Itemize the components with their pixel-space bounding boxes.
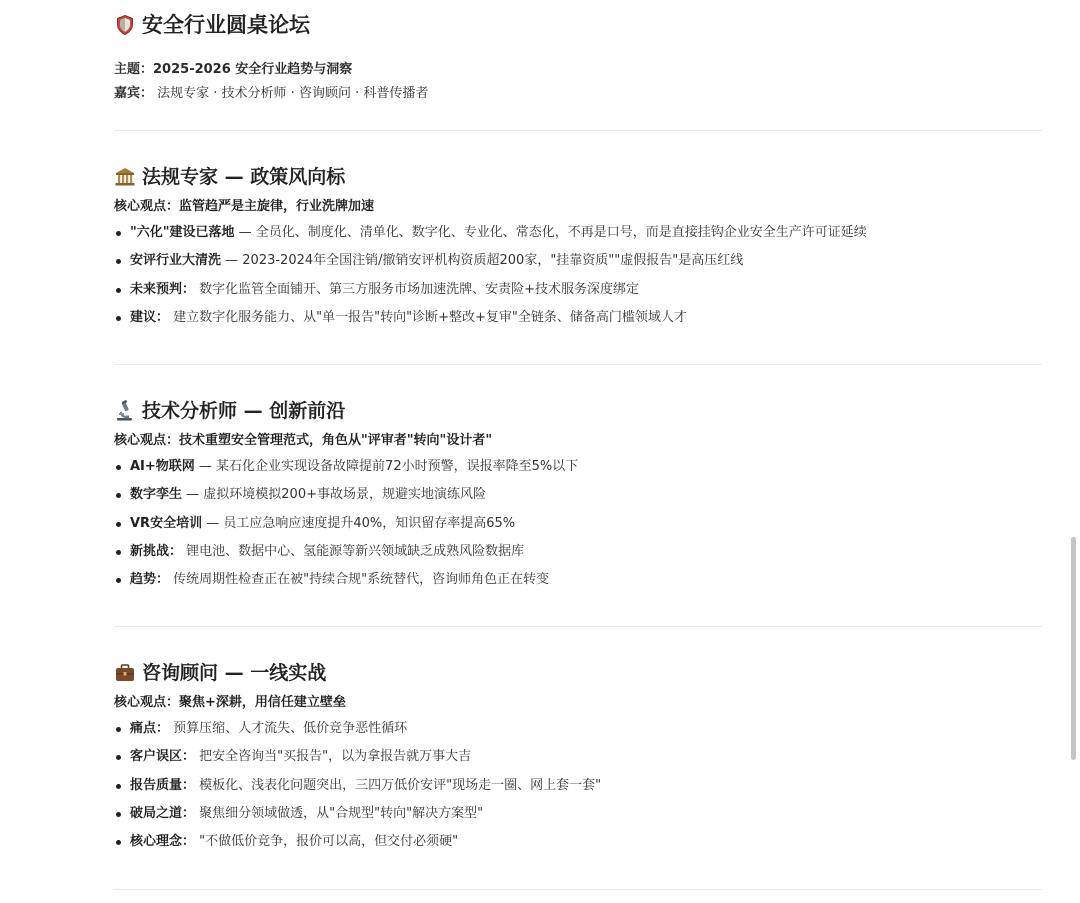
list-item bbox=[114, 805, 1042, 823]
item-label: AI+物联网 bbox=[130, 459, 195, 474]
section-heading-text: 法规专家 — 政策风向标 bbox=[142, 166, 346, 188]
item-text: 模板化、浅表化问题突出，三四万低价安评"现场走一圈、网上套一套" bbox=[195, 777, 602, 793]
divider bbox=[114, 364, 1042, 365]
item-label: 痛点： bbox=[130, 721, 170, 736]
classical-building-icon bbox=[114, 166, 136, 188]
item-label: "六化"建设已落地 bbox=[130, 225, 235, 240]
divider bbox=[114, 626, 1042, 627]
item-text: 预算压缩、人才流失、低价竞争恶性循环 bbox=[169, 721, 408, 736]
item-text: — 虚拟环境模拟200+事故场景，规避实地演练风险 bbox=[182, 487, 486, 503]
item-label: VR安全培训 bbox=[130, 515, 203, 531]
bullet-list bbox=[114, 458, 1042, 589]
section-regulation bbox=[114, 164, 1042, 337]
section-technology bbox=[114, 398, 1042, 599]
theme-value: 2025-2026 安全行业趋势与洞察 bbox=[153, 62, 353, 77]
list-item bbox=[114, 458, 1042, 476]
item-text: 把安全咨询当"买报告"，以为拿报告就万事大吉 bbox=[195, 749, 472, 765]
bullet-list bbox=[114, 224, 1042, 327]
guests-value: 法规专家 · 技术分析师 · 咨询顾问 · 科普传播者 bbox=[157, 86, 429, 101]
item-label: 安评行业大清洗 bbox=[130, 253, 222, 269]
theme-line bbox=[114, 61, 352, 79]
core-viewpoint: 核心观点：监管趋严是主旋律，行业洗牌加速 bbox=[114, 199, 375, 214]
page-title bbox=[114, 10, 310, 40]
list-item bbox=[114, 543, 1042, 561]
item-text: 聚焦细分领域做透，从"合规型"转向"解决方案型" bbox=[195, 805, 484, 821]
theme-key: 主题： bbox=[114, 62, 154, 77]
item-text: 传统周期性检查正在被"持续合规"系统替代，咨询师角色正在转变 bbox=[169, 572, 550, 588]
microscope-icon bbox=[114, 400, 136, 422]
list-item bbox=[114, 515, 1042, 533]
briefcase-icon bbox=[114, 662, 136, 684]
list-item bbox=[114, 833, 1042, 851]
section-heading bbox=[114, 660, 1042, 686]
item-label: 报告质量： bbox=[130, 777, 196, 793]
list-item bbox=[114, 720, 1042, 738]
section-consulting bbox=[114, 660, 1042, 861]
bullet-list bbox=[114, 720, 1042, 851]
guests-key: 嘉宾： bbox=[114, 86, 154, 101]
shield-icon bbox=[114, 14, 136, 36]
list-item bbox=[114, 486, 1042, 504]
guests-line bbox=[114, 85, 428, 103]
item-label: 客户误区： bbox=[130, 749, 196, 765]
list-item bbox=[114, 748, 1042, 766]
item-label: 建议： bbox=[130, 309, 170, 325]
core-viewpoint: 核心观点：聚焦+深耕，用信任建立壁垒 bbox=[114, 695, 346, 710]
item-text: 锂电池、数据中心、氢能源等新兴领域缺乏成熟风险数据库 bbox=[182, 543, 525, 559]
core-viewpoint: 核心观点：技术重塑安全管理范式，角色从"评审者"转向"设计者" bbox=[114, 433, 493, 448]
item-label: 新挑战： bbox=[130, 543, 183, 559]
item-text: — 2023-2024年全国注销/撤销安评机构资质超200家，"挂靠资质""虚假报告"是高压红线 bbox=[221, 253, 744, 269]
item-text: 建立数字化服务能力、从"单一报告"转向"诊断+整改+复审"全链条、储备高门槛领域人才 bbox=[169, 309, 687, 325]
divider bbox=[114, 130, 1042, 131]
list-item bbox=[114, 571, 1042, 589]
list-item bbox=[114, 224, 1042, 242]
item-text: 数字化监管全面铺开、第三方服务市场加速洗牌、安责险+技术服务深度绑定 bbox=[195, 281, 640, 297]
item-text: — 员工应急响应速度提升40%，知识留存率提高65% bbox=[202, 515, 516, 531]
item-label: 趋势： bbox=[130, 572, 170, 588]
list-item bbox=[114, 281, 1042, 299]
page-title-text: 安全行业圆桌论坛 bbox=[142, 13, 310, 37]
item-text: — 全员化、制度化、清单化、数字化、专业化、常态化，不再是口号，而是直接挂钩企业安全生产许可证延续 bbox=[234, 225, 867, 240]
section-heading bbox=[114, 164, 1042, 190]
section-heading-text: 咨询顾问 — 一线实战 bbox=[142, 662, 327, 684]
vertical-scrollbar[interactable] bbox=[1071, 537, 1076, 760]
section-heading bbox=[114, 398, 1042, 424]
list-item bbox=[114, 252, 1042, 270]
divider bbox=[114, 889, 1042, 890]
item-label: 破局之道： bbox=[130, 805, 196, 821]
item-text: — 某石化企业实现设备故障提前72小时预警，误报率降至5%以下 bbox=[194, 459, 579, 474]
section-heading-text: 技术分析师 — 创新前沿 bbox=[142, 400, 346, 422]
item-text: "不做低价竞争，报价可以高，但交付必须硬" bbox=[195, 834, 459, 850]
list-item bbox=[114, 309, 1042, 327]
item-label: 核心理念： bbox=[130, 834, 196, 850]
item-label: 未来预判： bbox=[130, 281, 196, 297]
item-label: 数字孪生 bbox=[130, 487, 183, 503]
list-item bbox=[114, 777, 1042, 795]
